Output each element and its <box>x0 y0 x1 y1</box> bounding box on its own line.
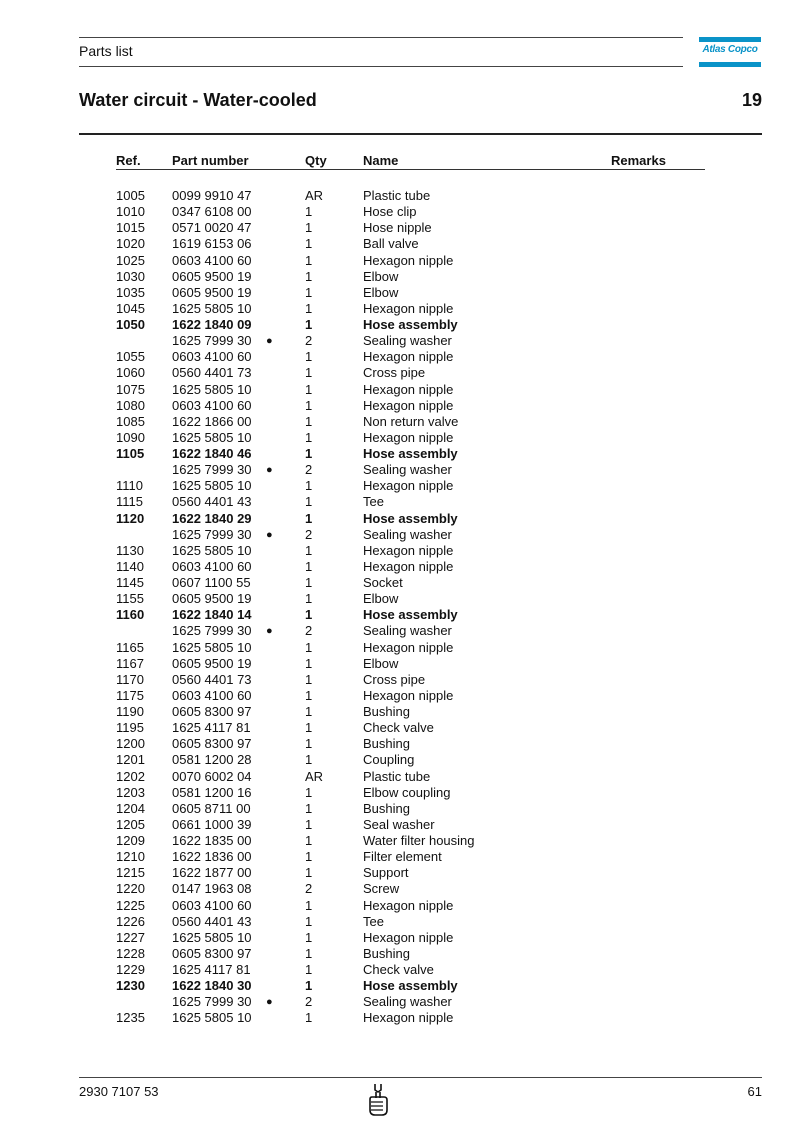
part-number-cell: 0603 4100 60 <box>172 252 252 268</box>
ref-cell: 1195 <box>116 720 144 736</box>
name-cell: Hexagon nipple <box>363 558 454 574</box>
qty-cell: 1 <box>305 1010 313 1026</box>
qty-cell: 2 <box>305 333 313 349</box>
part-number-cell: 0605 9500 19 <box>172 284 252 300</box>
qty-cell: 1 <box>305 687 313 703</box>
table-row <box>0 898 800 914</box>
table-row <box>0 752 800 768</box>
table-row <box>0 930 800 946</box>
ref-cell: 1025 <box>116 252 145 268</box>
name-cell: Hexagon nipple <box>363 929 454 945</box>
name-cell: Filter element <box>363 849 442 865</box>
qty-cell: 1 <box>305 446 313 461</box>
qty-cell: 1 <box>305 784 313 800</box>
table-row <box>0 269 800 285</box>
part-number-cell: 1625 5805 10 <box>172 929 252 945</box>
qty-cell: 1 <box>305 236 313 252</box>
ref-cell: 1210 <box>116 849 145 865</box>
name-cell: Check valve <box>363 720 434 736</box>
table-row <box>0 188 800 204</box>
qty-cell: 1 <box>305 655 313 671</box>
qty-cell: 1 <box>305 365 313 381</box>
ref-cell: 1020 <box>116 236 145 252</box>
name-cell: Hose assembly <box>363 510 458 526</box>
part-number-cell: 0603 4100 60 <box>172 558 252 574</box>
qty-cell: 1 <box>305 494 313 510</box>
parts-table <box>0 188 800 1027</box>
qty-cell: 1 <box>305 510 313 526</box>
qty-cell: 1 <box>305 800 313 816</box>
name-cell: Sealing washer <box>363 994 452 1010</box>
document-number: 2930 7107 53 <box>79 1084 159 1099</box>
qty-cell: 1 <box>305 252 313 268</box>
name-cell: Hexagon nipple <box>363 349 454 365</box>
part-number-cell: 0603 4100 60 <box>172 687 252 703</box>
qty-cell: 1 <box>305 607 313 623</box>
qty-cell: 1 <box>305 575 313 590</box>
table-row <box>0 382 800 398</box>
bullet-icon: ● <box>266 335 273 348</box>
table-row <box>0 817 800 833</box>
ref-cell: 1005 <box>116 188 145 203</box>
ref-cell: 1190 <box>116 704 144 719</box>
ref-cell: 1080 <box>116 397 145 413</box>
qty-cell: 1 <box>305 816 313 832</box>
ref-cell: 1030 <box>116 268 145 284</box>
part-number-cell: 0605 8711 00 <box>172 800 251 816</box>
name-cell: Tee <box>363 913 384 929</box>
logo-text: Atlas Copco <box>702 44 758 55</box>
name-cell: Elbow <box>363 284 399 300</box>
part-number-cell: 0605 8300 97 <box>172 736 252 752</box>
part-number-cell: 1625 5805 10 <box>172 300 252 316</box>
name-cell: Hexagon nipple <box>363 542 454 558</box>
name-cell: Hexagon nipple <box>363 429 454 445</box>
ref-cell: 1167 <box>116 655 144 671</box>
qty-cell: 1 <box>305 381 313 397</box>
table-row <box>0 365 800 381</box>
qty-cell: 1 <box>305 720 313 736</box>
part-number-cell: 1619 6153 06 <box>172 236 252 252</box>
qty-cell: 1 <box>305 945 313 961</box>
table-row <box>0 220 800 236</box>
qty-cell: 1 <box>305 268 313 284</box>
qty-cell: 1 <box>305 865 313 881</box>
ref-cell: 1200 <box>116 736 145 752</box>
logo-band-bottom <box>699 62 761 67</box>
part-number-cell: 0603 4100 60 <box>172 897 252 913</box>
table-row <box>0 430 800 446</box>
qty-cell: 1 <box>305 542 313 558</box>
name-cell: Screw <box>363 881 400 897</box>
page-title: Water circuit - Water-cooled <box>79 90 317 110</box>
table-row <box>0 591 800 607</box>
ref-cell: 1055 <box>116 349 145 365</box>
name-cell: Hexagon nipple <box>363 478 454 494</box>
qty-cell: 1 <box>305 300 313 316</box>
part-number-cell: 0581 1200 16 <box>172 784 252 800</box>
ref-cell: 1075 <box>116 381 145 397</box>
qty-cell: 2 <box>305 881 313 897</box>
part-number-cell: 1625 7999 30 <box>172 333 252 349</box>
part-number-cell: 1622 1840 29 <box>172 510 252 526</box>
ref-cell: 1227 <box>116 929 145 945</box>
name-cell: Sealing washer <box>363 462 452 478</box>
table-row <box>0 446 800 462</box>
qty-cell: 1 <box>305 429 313 445</box>
name-cell: Hexagon nipple <box>363 397 454 413</box>
qty-cell: 1 <box>305 349 313 365</box>
ref-cell: 1045 <box>116 300 145 316</box>
table-row <box>0 253 800 269</box>
name-cell: Sealing washer <box>363 526 452 542</box>
ref-cell: 1235 <box>116 1010 145 1026</box>
name-cell: Non return valve <box>363 413 459 429</box>
bullet-icon: ● <box>266 996 273 1009</box>
name-cell: Hose clip <box>363 204 417 220</box>
part-number-cell: 1625 4117 81 <box>172 720 251 736</box>
title-rule <box>79 133 762 135</box>
qty-cell: 2 <box>305 994 313 1010</box>
ref-cell: 1226 <box>116 913 145 929</box>
atlas-copco-logo <box>699 37 761 67</box>
name-cell: Hose assembly <box>363 446 458 461</box>
footer-rule <box>79 1077 762 1078</box>
column-header-qty: Qty <box>305 153 327 168</box>
table-row <box>0 833 800 849</box>
ref-cell: 1165 <box>116 639 144 655</box>
table-row <box>0 333 800 349</box>
part-number-cell: 0581 1200 28 <box>172 752 252 768</box>
qty-cell: 1 <box>305 929 313 945</box>
qty-cell: AR <box>305 188 324 203</box>
qty-cell: 2 <box>305 526 313 542</box>
part-number-cell: 1625 4117 81 <box>172 962 251 977</box>
name-cell: Bushing <box>363 945 410 961</box>
bullet-icon: ● <box>266 464 273 477</box>
name-cell: Elbow <box>363 268 399 284</box>
qty-cell: 1 <box>305 284 313 300</box>
part-number-cell: 0603 4100 60 <box>172 397 252 413</box>
part-number-cell: 0605 9500 19 <box>172 268 252 284</box>
part-number-cell: 0347 6108 00 <box>172 204 252 220</box>
ref-cell: 1140 <box>116 558 144 574</box>
table-row <box>0 494 800 510</box>
part-number-cell: 1622 1877 00 <box>172 865 252 881</box>
ref-cell: 1201 <box>116 752 145 768</box>
ref-cell: 1015 <box>116 220 145 236</box>
name-cell: Check valve <box>363 962 434 977</box>
header-bottom-rule <box>79 66 683 67</box>
part-number-cell: 1622 1835 00 <box>172 833 252 848</box>
table-row <box>0 656 800 672</box>
qty-cell: 1 <box>305 204 313 220</box>
name-cell: Hexagon nipple <box>363 639 454 655</box>
ref-cell: 1225 <box>116 897 145 913</box>
table-row <box>0 1010 800 1026</box>
qty-cell: 1 <box>305 639 313 655</box>
name-cell: Bushing <box>363 800 410 816</box>
ref-cell: 1110 <box>116 478 143 494</box>
part-number-cell: 1625 7999 30 <box>172 462 252 478</box>
part-number-cell: 0571 0020 47 <box>172 220 252 236</box>
table-row <box>0 962 800 978</box>
table-row <box>0 349 800 365</box>
ref-cell: 1229 <box>116 962 145 977</box>
part-number-cell: 0661 1000 39 <box>172 816 252 832</box>
name-cell: Hexagon nipple <box>363 1010 454 1026</box>
name-cell: Support <box>363 865 409 881</box>
part-number-cell: 0605 9500 19 <box>172 655 252 671</box>
name-cell: Plastic tube <box>363 768 431 784</box>
table-row <box>0 769 800 785</box>
name-cell: Bushing <box>363 736 410 752</box>
qty-cell: 1 <box>305 478 313 494</box>
header-top-rule <box>79 37 683 38</box>
qty-cell: 1 <box>305 897 313 913</box>
section-label: Parts list <box>79 43 133 59</box>
name-cell: Cross pipe <box>363 671 426 687</box>
ref-cell: 1035 <box>116 284 145 300</box>
table-row <box>0 575 800 591</box>
qty-cell: 1 <box>305 413 313 429</box>
wrench-hand-icon <box>366 1083 390 1117</box>
name-cell: Hose assembly <box>363 978 458 994</box>
table-row <box>0 462 800 478</box>
name-cell: Water filter housing <box>363 833 475 848</box>
table-row <box>0 849 800 865</box>
part-number-cell: 1622 1866 00 <box>172 413 252 429</box>
ref-cell: 1202 <box>116 768 145 784</box>
name-cell: Ball valve <box>363 236 419 252</box>
table-row <box>0 623 800 639</box>
name-cell: Hexagon nipple <box>363 252 454 268</box>
qty-cell: 2 <box>305 623 313 639</box>
name-cell: Cross pipe <box>363 365 426 381</box>
table-row <box>0 414 800 430</box>
table-row <box>0 801 800 817</box>
table-row <box>0 204 800 220</box>
name-cell: Socket <box>363 575 403 590</box>
name-cell: Elbow <box>363 655 399 671</box>
qty-cell: 1 <box>305 833 313 848</box>
part-number-cell: 1625 5805 10 <box>172 381 252 397</box>
bullet-icon: ● <box>266 625 273 638</box>
part-number-cell: 1622 1840 30 <box>172 978 252 994</box>
part-number-cell: 1625 5805 10 <box>172 1010 252 1026</box>
ref-cell: 1115 <box>116 494 143 510</box>
ref-cell: 1155 <box>116 591 144 607</box>
part-number-cell: 0147 1963 08 <box>172 881 252 897</box>
name-cell: Hexagon nipple <box>363 381 454 397</box>
ref-cell: 1160 <box>116 607 145 623</box>
table-row <box>0 672 800 688</box>
qty-cell: 2 <box>305 462 313 478</box>
column-header-name: Name <box>363 153 399 168</box>
name-cell: Hexagon nipple <box>363 897 454 913</box>
part-number-cell: 0607 1100 55 <box>172 575 251 590</box>
ref-cell: 1130 <box>116 542 144 558</box>
name-cell: Sealing washer <box>363 333 452 349</box>
part-number-cell: 0560 4401 73 <box>172 365 252 381</box>
part-number-cell: 0605 8300 97 <box>172 945 252 961</box>
qty-cell: 1 <box>305 913 313 929</box>
table-row <box>0 543 800 559</box>
part-number-cell: 1622 1840 46 <box>172 446 252 461</box>
part-number-cell: 1625 5805 10 <box>172 542 252 558</box>
qty-cell: 1 <box>305 736 313 752</box>
part-number-cell: 1622 1840 14 <box>172 607 252 623</box>
table-row <box>0 301 800 317</box>
bullet-icon: ● <box>266 528 273 541</box>
qty-cell: 1 <box>305 962 313 977</box>
table-row <box>0 946 800 962</box>
header-row-rule <box>116 169 705 170</box>
ref-cell: 1203 <box>116 784 145 800</box>
qty-cell: 1 <box>305 220 313 236</box>
table-row <box>0 236 800 252</box>
qty-cell: 1 <box>305 752 313 768</box>
qty-cell: AR <box>305 768 324 784</box>
name-cell: Hose assembly <box>363 317 458 332</box>
name-cell: Hexagon nipple <box>363 687 454 703</box>
table-row <box>0 559 800 575</box>
ref-cell: 1215 <box>116 865 145 881</box>
ref-cell: 1228 <box>116 945 145 961</box>
ref-cell: 1230 <box>116 978 145 994</box>
name-cell: Plastic tube <box>363 188 431 203</box>
part-number-cell: 0099 9910 47 <box>172 188 252 203</box>
ref-cell: 1170 <box>116 671 144 687</box>
table-row <box>0 285 800 301</box>
section-number: 19 <box>741 90 762 110</box>
table-row <box>0 527 800 543</box>
table-row <box>0 607 800 623</box>
qty-cell: 1 <box>305 317 313 332</box>
qty-cell: 1 <box>305 558 313 574</box>
ref-cell: 1204 <box>116 800 145 816</box>
table-row <box>0 317 800 333</box>
table-row <box>0 398 800 414</box>
ref-cell: 1175 <box>116 687 144 703</box>
page-number: 61 <box>747 1084 762 1099</box>
part-number-cell: 1622 1836 00 <box>172 849 252 865</box>
part-number-cell: 0560 4401 43 <box>172 913 252 929</box>
table-row <box>0 978 800 994</box>
table-row <box>0 881 800 897</box>
part-number-cell: 0603 4100 60 <box>172 349 252 365</box>
logo-band-top <box>699 37 761 42</box>
ref-cell: 1105 <box>116 446 145 461</box>
name-cell: Hose assembly <box>363 607 458 623</box>
table-row <box>0 785 800 801</box>
part-number-cell: 0560 4401 43 <box>172 494 252 510</box>
name-cell: Coupling <box>363 752 415 768</box>
ref-cell: 1205 <box>116 816 145 832</box>
part-number-cell: 1625 7999 30 <box>172 526 252 542</box>
name-cell: Bushing <box>363 704 410 719</box>
table-row <box>0 688 800 704</box>
table-row <box>0 511 800 527</box>
table-row <box>0 640 800 656</box>
name-cell: Hose nipple <box>363 220 432 236</box>
qty-cell: 1 <box>305 978 313 994</box>
ref-cell: 1085 <box>116 413 145 429</box>
ref-cell: 1209 <box>116 833 145 848</box>
name-cell: Hexagon nipple <box>363 300 454 316</box>
ref-cell: 1220 <box>116 881 145 897</box>
part-number-cell: 1625 5805 10 <box>172 639 252 655</box>
part-number-cell: 0605 9500 19 <box>172 591 252 607</box>
part-number-cell: 0605 8300 97 <box>172 704 252 719</box>
table-row <box>0 865 800 881</box>
qty-cell: 1 <box>305 591 313 607</box>
ref-cell: 1050 <box>116 317 145 332</box>
name-cell: Seal washer <box>363 816 435 832</box>
qty-cell: 1 <box>305 849 313 865</box>
ref-cell: 1120 <box>116 510 145 526</box>
table-row <box>0 736 800 752</box>
part-number-cell: 0070 6002 04 <box>172 768 252 784</box>
name-cell: Elbow <box>363 591 399 607</box>
part-number-cell: 1625 5805 10 <box>172 429 252 445</box>
part-number-cell: 1625 7999 30 <box>172 623 252 639</box>
qty-cell: 1 <box>305 671 313 687</box>
name-cell: Elbow coupling <box>363 784 451 800</box>
name-cell: Tee <box>363 494 384 510</box>
table-row <box>0 704 800 720</box>
table-row <box>0 914 800 930</box>
ref-cell: 1060 <box>116 365 145 381</box>
name-cell: Sealing washer <box>363 623 452 639</box>
part-number-cell: 1622 1840 09 <box>172 317 252 332</box>
table-row <box>0 720 800 736</box>
ref-cell: 1145 <box>116 575 144 590</box>
part-number-cell: 1625 7999 30 <box>172 994 252 1010</box>
qty-cell: 1 <box>305 704 313 719</box>
table-row <box>0 478 800 494</box>
ref-cell: 1010 <box>116 204 145 220</box>
qty-cell: 1 <box>305 397 313 413</box>
column-header-part-number: Part number <box>172 153 249 168</box>
part-number-cell: 1625 5805 10 <box>172 478 252 494</box>
table-row <box>0 994 800 1010</box>
ref-cell: 1090 <box>116 429 145 445</box>
column-header-remarks: Remarks <box>611 153 666 168</box>
part-number-cell: 0560 4401 73 <box>172 671 252 687</box>
column-header-ref: Ref. <box>116 153 141 168</box>
